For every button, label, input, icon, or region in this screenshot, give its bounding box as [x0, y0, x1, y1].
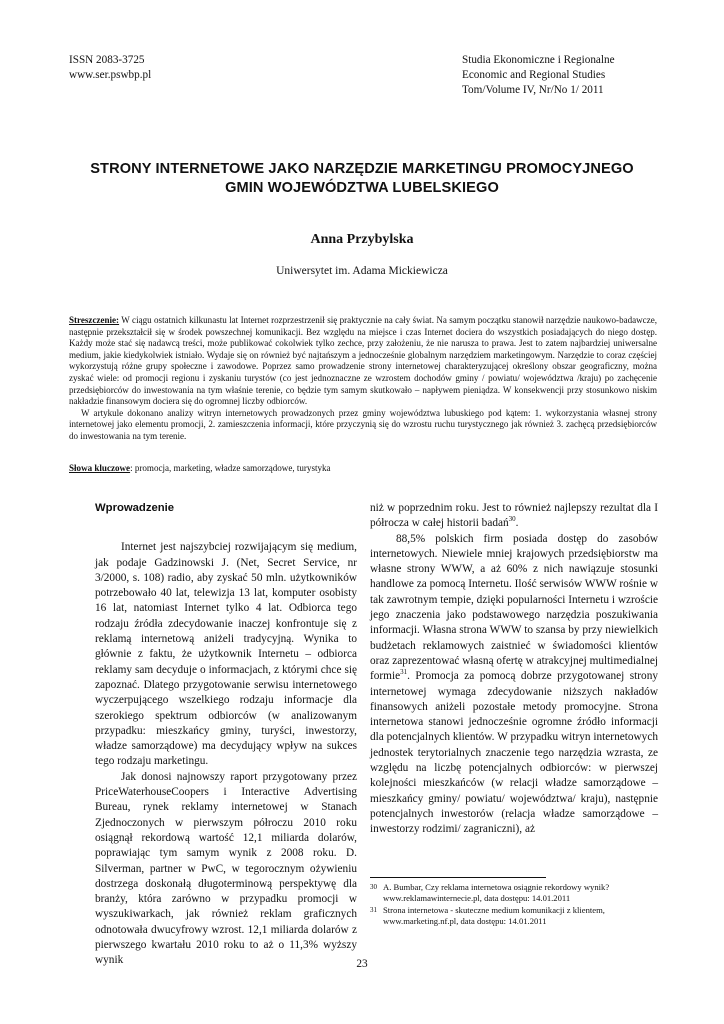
running-header-left: [69, 53, 151, 83]
page-number: 23: [356, 958, 368, 970]
keywords-text: : promocja, marketing, władze samorządowe, turystyka: [130, 463, 331, 473]
title-line-1: STRONY INTERNETOWE JAKO NARZĘDZIE MARKETINGU PROMOCYJNEGO: [90, 161, 634, 177]
paper-title: [60, 160, 664, 198]
footnote-30: [370, 882, 660, 905]
abstract: [69, 315, 657, 443]
author-name: Anna Przybylska: [310, 232, 414, 247]
body-paragraph-1: Internet jest najszybciej rozwijającym się medium, jak podaje Gadzinowski J. (Net, Secret Service, nr 3/2000, s. 108) radio, aby zyskać 50 mln. użytkowników potrzebowało 40 lat, telewizja 13 lat, komputer osobisty 16 lat, natomiast Internet tylko 4 lat. Odbiorca tego rodzaju źródła zdecydowanie inaczej konfrontuje się z reklamą internetową aniżeli tradycyjną. Wynika to głównie z faktu, że użytkownik Internetu – odbiorca reklamy sam decyduje o informacjach, z którymi chce się zapoznać. Dlatego przygotowanie serwisu internetowego wyczerpującego wszelkiego rodzaju informacje dla szerokiego spektrum odbiorców (w analizowanym przypadku: mieszkańcy gminy, turyści, inwestorzy, władze samorządowe) ma decydujący wpływ na sukces tego rodzaju marketingu.: [95, 541, 357, 768]
footnote-number: 31: [370, 905, 377, 914]
abstract-label: Streszczenie:: [69, 315, 120, 325]
footnote-number: 30: [370, 883, 377, 891]
body-paragraph-4-text-a: 88,5% polskich firm posiada dostęp do zasobów internetowych. Niewiele mniej krajowych przedsiębiorstw ma własne strony WWW, a aż 60% z nich nawiązuje stosunki handlowe za pomocą Internetu. Ilość serwisów WWW rośnie w tak zawrotnym tempie, dzięki popularności Internetu i wzroście jego znaczenia jako podstawowego narzędzia poszukiwania informacji. Własna strona WWW to szansa by przy niewielkich budżetach reklamowych zaistnieć w świadomości klientów oraz zaprezentować własną ofertę w atrakcyjnej multimedialnej formie: [370, 532, 658, 683]
running-header-right: [462, 53, 615, 98]
footnote-text: Strona internetowa - skuteczne medium komunikacji z klientem, www.marketing.nf.pl, data dostępu: 14.01.2011: [383, 904, 605, 927]
body-paragraph-3: [370, 501, 658, 532]
abstract-paragraph-2: W artykule dokonano analizy witryn internetowych prowadzonych przez gminy województwa lubuskiego pod kątem: 1. wykorzystania własnej strony internetowej jako elementu promocji, 2. zamieszczenia informacji, które przyczynią się do wzrostu ruchu turystycznego jak również 3. zachęcą przedsiębiorców do inwestowania na tym terenie.: [69, 407, 657, 441]
section-heading: Wprowadzenie: [95, 502, 175, 514]
footnote-text: A. Bumbar, Czy reklama internetowa osiągnie rekordowy wynik?www.reklamawinternecie.pl, data dostępu: 14.01.2011: [383, 882, 610, 904]
footnote-ref-30: 30: [508, 515, 516, 524]
abstract-paragraph-1: [69, 315, 657, 408]
footnote-separator: [370, 877, 546, 878]
keywords-label: Słowa kluczowe: [69, 463, 131, 473]
volume-info: Tom/Volume IV, Nr/No 1/ 2011: [462, 84, 604, 96]
body-paragraph-2: Jak donosi najnowszy raport przygotowany przez PriceWaterhouseCoopers i Interactive Advertising Bureau, rynek reklamy internetowej w Stanach Zjednoczonych w pierwszym półroczu 2010 roku osiągnął rekordową wartość 12,1 miliarda dolarów, poprawiając tym samym wynik z 2008 roku. D. Silverman, partner w PwC, w tegorocznym ożywieniu dostrzega doskonałą długoterminową perspektywę dla branży, która zarówno w przypadku promocji w wyszukiwarkach, jak również reklam graficznych odnotowała dwucyfrowy wzrost. 12,1 miliarda dolarów z pierwszego kwartału 2010 roku to aż o 11,3% wyższy wynik: [95, 770, 357, 967]
author-affiliation: Uniwersytet im. Adama Mickiewicza: [276, 265, 448, 277]
body-column-left: [95, 501, 357, 969]
website: www.ser.pswbp.pl: [69, 69, 152, 81]
body-paragraph-4: [370, 532, 658, 838]
keywords: [69, 463, 657, 473]
body-paragraph-4-text-b: . Promocja za pomocą dobrze przygotowanej strony internetowej wymaga zdecydowanie niższych nakładów finansowych aniżeli pozostałe metody promocyjne. Strona internetowa stanowi jednocześnie ogromne źródło informacji dla potencjalnych klientów. W przypadku witryn internetowych jednostek terytorialnych znaczenie tego narzędzia wzrasta, ze względu na liczbę potencjalnych odbiorców: w pierwszej kolejności mieszkańców (w relacji władze samorządowe – mieszkańcy gminy/ powiatu/ województwa/ kraju), następnie potencjalnych inwestorów (relacja władze samorządowe – inwestorzy rodzimi/ zagraniczni), aż: [370, 670, 658, 836]
footnote-ref-31: 31: [400, 668, 408, 677]
journal-name-en: Economic and Regional Studies: [462, 69, 606, 81]
abstract-text-1: W ciągu ostatnich kilkunastu lat Internet rozprzestrzenił się praktycznie na cały świat. Na samym początku stanowił narzędzie naukowo-badawcze, następnie przekształcił się w środek powszechnej komunikacji. Bez względu na miejsce i czas Internet dociera do wszystkich posiadających do niego dostęp. Każdy może stać się nadawcą treści, może publikować cokolwiek tylko zechce, przy założeniu, że nie narusza to prawa. Jest to zatem najbardziej uniwersalne medium, jakie kiedykolwiek istniało. Wydaje się on również być najtańszym a jednocześnie globalnym narzędziem marketingowym. Narzędzie to coraz częściej wykorzystują różne grupy społeczne i zawodowe. Poprzez samo prowadzenie strony internetowej charakteryzującej określony obszar geograficzny, można zyskać wiele: od promocji regionu i zyskaniu turystów (co jest jednoznaczne ze wzrostem dochodów gminy / powiatu/ województwa /kraju) po zachęcenie przedsiębiorców do inwestowania na tym właśnie terenie, co będzie tym samym skutkowało – napływem pieniądza. W konsekwencji przy stosunkowo niskim nakładzie finansowym dociera się do ogromnej liczby odbiorców.: [69, 315, 657, 407]
body-column-right: [370, 501, 658, 838]
issn: ISSN 2083-3725: [69, 54, 145, 66]
body-paragraph-3-end: .: [515, 517, 519, 530]
footnote-31: [370, 905, 660, 928]
footnotes: [370, 882, 660, 928]
title-line-2: GMIN WOJEWÓDZTWA LUBELSKIEGO: [225, 180, 499, 196]
body-paragraph-3-text: niż w poprzednim roku. Jest to również najlepszy rezultat dla I półrocza w całej historii badań: [370, 502, 658, 530]
journal-name-pl: Studia Ekonomiczne i Regionalne: [462, 54, 615, 66]
